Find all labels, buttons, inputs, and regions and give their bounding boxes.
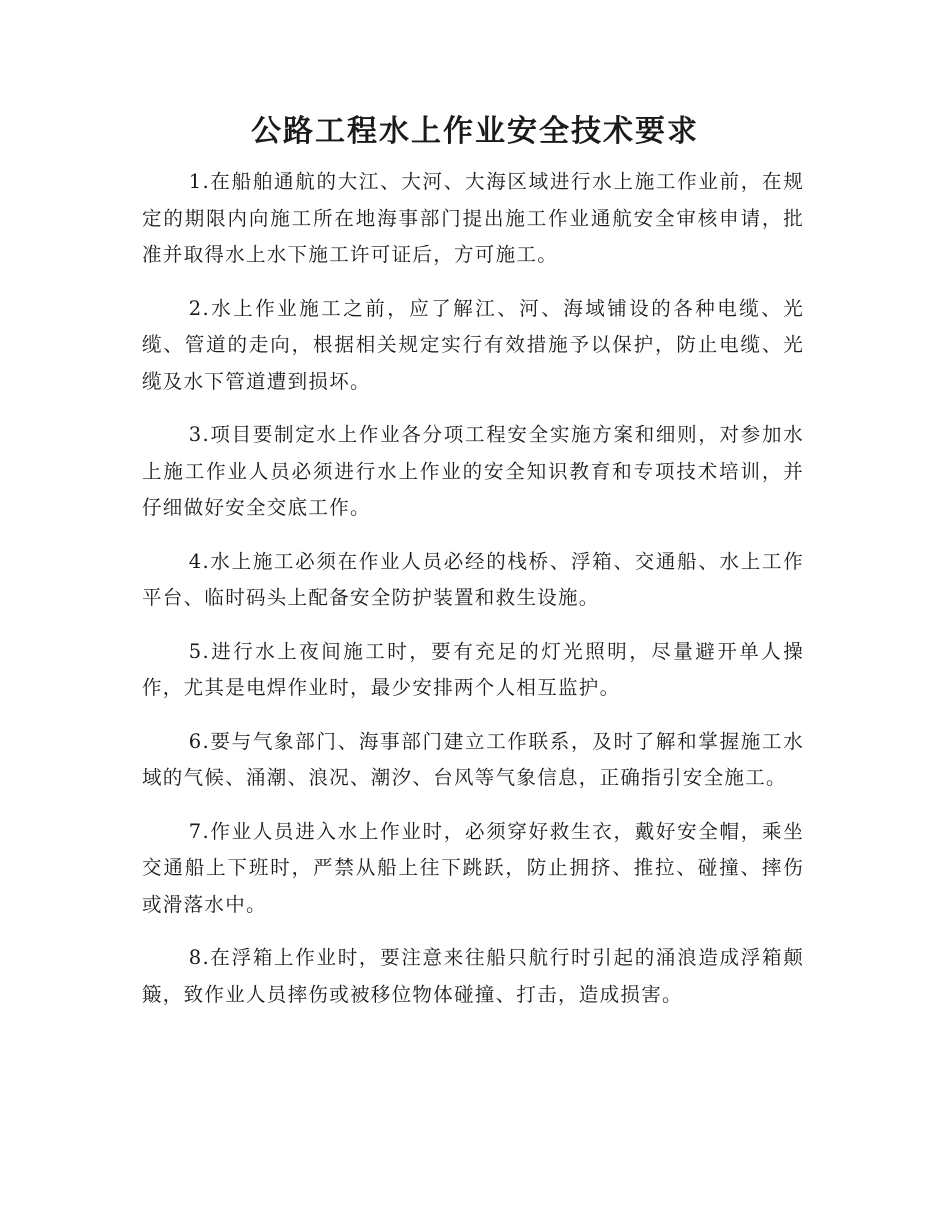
paragraph-8: 8.在浮箱上作业时，要注意来往船只航行时引起的涌浪造成浮箱颠簸，致作业人员摔伤或被移位物体碰撞、打击，造成损害。 — [142, 946, 804, 1006]
paragraph-3: 3.项目要制定水上作业各分项工程安全实施方案和细则，对参加水上施工作业人员必须进行水上作业的安全知识教育和专项技术培训，并仔细做好安全交底工作。 — [142, 423, 804, 519]
paragraph-6: 6.要与气象部门、海事部门建立工作联系，及时了解和掌握施工水域的气候、涌潮、浪况、潮汐、台风等气象信息，正确指引安全施工。 — [142, 729, 804, 789]
paragraph-7: 7.作业人员进入水上作业时，必须穿好救生衣，戴好安全帽，乘坐交通船上下班时，严禁从船上往下跳跃，防止拥挤、推拉、碰撞、摔伤或滑落水中。 — [142, 819, 804, 916]
paragraph-2: 2.水上作业施工之前，应了解江、河、海域铺设的各种电缆、光缆、管道的走向，根据相关规定实行有效措施予以保护，防止电缆、光缆及水下管道遭到损坏。 — [142, 296, 804, 393]
paragraph-4: 4.水上施工必须在作业人员必经的栈桥、浮箱、交通船、水上工作平台、临时码头上配备安全防护装置和救生设施。 — [142, 549, 804, 609]
paragraph-1: 1.在船舶通航的大江、大河、大海区域进行水上施工作业前，在规定的期限内向施工所在地海事部门提出施工作业通航安全审核申请，批准并取得水上水下施工许可证后，方可施工。 — [142, 170, 804, 266]
document-body — [142, 164, 804, 1030]
document-title: 公路工程水上作业安全技术要求 — [251, 114, 699, 149]
paragraph-5: 5.进行水上夜间施工时，要有充足的灯光照明，尽量避开单人操作，尤其是电焊作业时，最少安排两个人相互监护。 — [142, 639, 804, 699]
